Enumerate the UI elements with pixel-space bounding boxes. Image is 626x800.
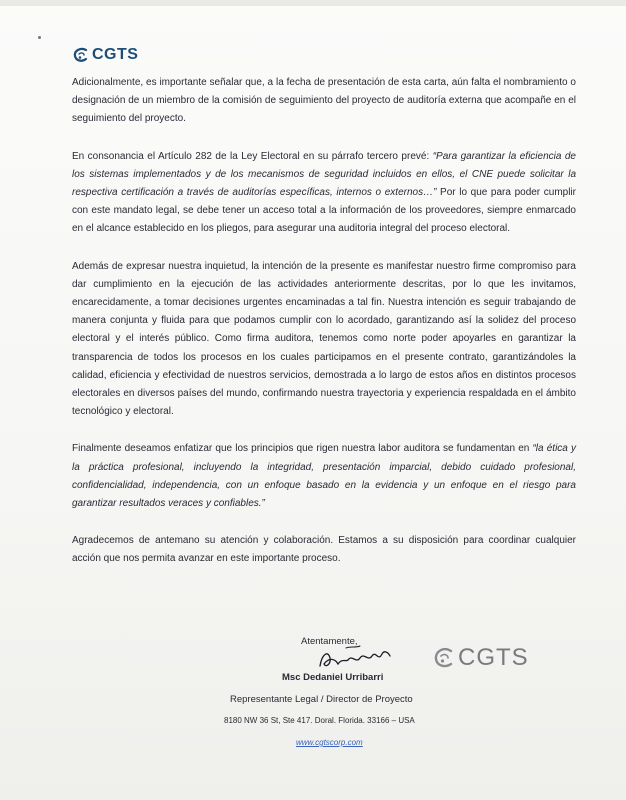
paragraph — [72, 148, 576, 239]
body-text: Además de expresar nuestra inquietud, la intención de la presente es manifestar nuestro firme compromiso para dar cumplimiento en la ejecución de las actividades anteriormente descritas, por lo que les invitamos, encarecidamente, a tomar decisiones urgentes encaminadas a tal fin. Nuestra intención es seguir trabajando de manera conjunta y fluida para que podamos cumplir con lo acordado, garantizando así la solidez del proceso electoral y el interés público. Como firma auditora, tenemos como norte poder apoyarles en garantizar la transparencia de todos los procesos en los cuales participamos en el presente contrato, garantizándoles la calidad, eficiencia y efectividad de nuestros servicios, demostrada a lo largo de estos años en distintos procesos electorales en diversos países del mundo, confirmando nuestra trayectoria y experiencia respaldada en el ámbito tecnológico y electoral. — [72, 260, 576, 418]
paragraph — [72, 258, 576, 422]
handwritten-signature — [316, 640, 396, 676]
header-logo-text: CGTS — [92, 46, 139, 63]
signer-name: Msc Dedaniel Urribarri — [282, 672, 384, 683]
cgts-swirl-icon — [432, 646, 456, 670]
scan-speck — [38, 36, 41, 39]
letter-body — [72, 74, 576, 588]
salutation: Atentamente, — [301, 636, 358, 647]
body-text: En consonancia el Artículo 282 de la Ley Electoral en su párrafo tercero prevé: — [72, 150, 433, 162]
body-text: Finalmente deseamos enfatizar que los principios que rigen nuestra labor auditora se fundamentan en — [72, 443, 533, 455]
company-website-link[interactable]: www.cgtscorp.com — [296, 738, 363, 747]
quoted-text: “Para garantizar la eficiencia de los sistemas implementados y de los mecanismos de seguridad incluidos en ellos, el CNE puede solicitar la respectiva certificación a través de auditorías específicas, internos o externos…” — [72, 150, 576, 199]
paragraph — [72, 74, 576, 129]
paragraph — [72, 532, 576, 568]
company-address: 8180 NW 36 St, Ste 417. Doral. Florida. 33166 – USA — [224, 716, 415, 725]
body-text: Adicionalmente, es importante señalar que, a la fecha de presentación de esta carta, aún falta el nombramiento o designación de un miembro de la comisión de seguimiento del proyecto de auditoría externa que acompañe en el seguimiento del proyecto. — [72, 77, 576, 125]
scan-top-edge — [0, 0, 626, 6]
signer-role: Representante Legal / Director de Proyecto — [230, 694, 413, 705]
cgts-swirl-icon — [72, 47, 90, 63]
paragraph — [72, 440, 576, 513]
body-text: Agradecemos de antemano su atención y colaboración. Estamos a su disposición para coordinar cualquier acción que nos permita avanzar en este importante proceso. — [72, 535, 576, 565]
footer-logo — [432, 644, 529, 672]
quoted-text: “la ética y la práctica profesional, incluyendo la integridad, presentación imparcial, debido cuidado profesional, confidencialidad, independencia, con un enfoque basado en la evidencia y un enfoque en el riesgo para garantizar resultados veraces y confiables.” — [72, 443, 577, 510]
header-logo — [72, 46, 138, 64]
footer-logo-text: CGTS — [458, 644, 529, 671]
body-text: Por lo que para poder cumplir con este mandato legal, se debe tener un acceso total a la información de los proveedores, siempre enmarcado en el alcance establecido en los pliegos, para asegurar una auditoria integral del proceso electoral. — [72, 187, 576, 235]
